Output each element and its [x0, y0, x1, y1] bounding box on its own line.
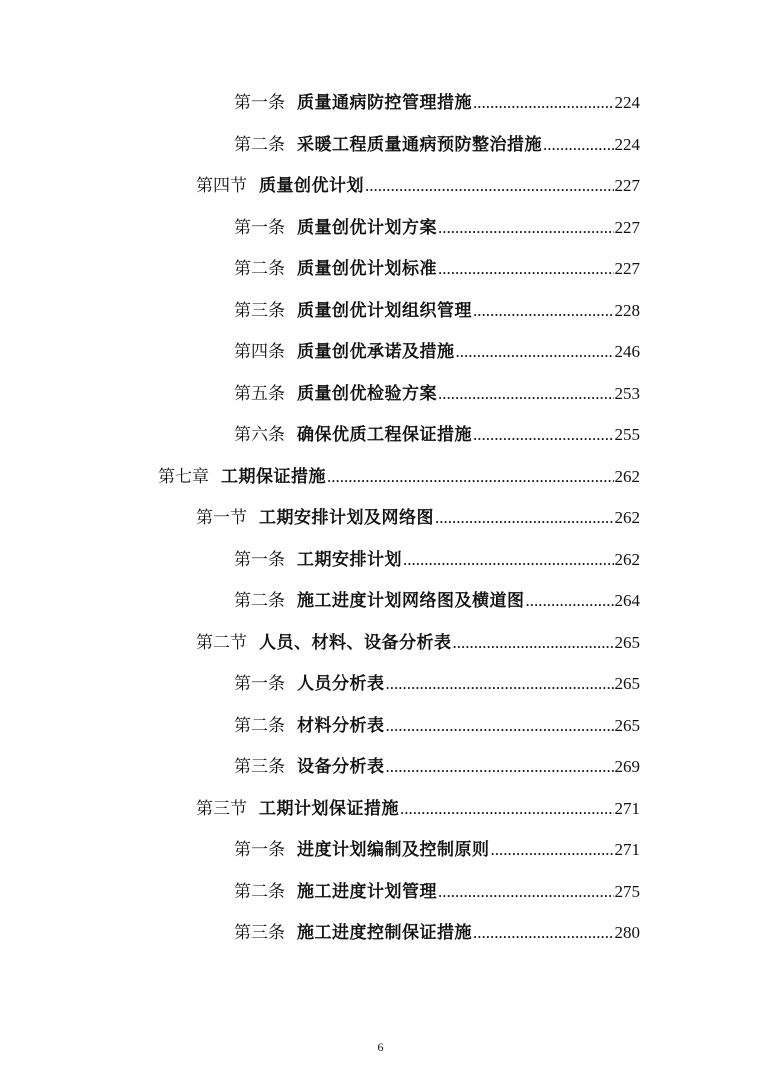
- toc-entry[interactable]: [234, 669, 640, 699]
- toc-entry[interactable]: [234, 420, 640, 450]
- toc-entry-number: 第三条: [234, 923, 285, 943]
- toc-dot-leader: [491, 835, 614, 865]
- toc-dot-leader: [435, 503, 614, 533]
- toc-entry-number: 第二条: [234, 135, 285, 155]
- toc-entry[interactable]: [234, 877, 640, 907]
- toc-entry[interactable]: [234, 337, 640, 367]
- toc-entry-number: 第一条: [234, 840, 285, 860]
- toc-entry-number: 第二条: [234, 591, 285, 611]
- toc-entry-number: 第四节: [196, 176, 247, 196]
- toc-entry-page: 265: [614, 674, 640, 693]
- toc-dot-leader: [400, 794, 614, 824]
- toc-entry-title: 质量创优计划方案: [297, 218, 437, 238]
- toc-entry-page: 227: [614, 259, 640, 278]
- toc-dot-leader: [438, 379, 614, 409]
- toc-entry-page: 262: [614, 508, 640, 527]
- toc-entry-number: 第二条: [234, 259, 285, 279]
- toc-entry-number: 第六条: [234, 425, 285, 445]
- toc-entry-title: 质量通病防控管理措施: [297, 93, 472, 113]
- page-number: 6: [377, 1040, 384, 1054]
- toc-entry-title: 人员分析表: [297, 674, 385, 694]
- toc-entry-page: 224: [614, 135, 640, 154]
- toc-entry-number: 第一条: [234, 93, 285, 113]
- toc-entry-page: 271: [614, 840, 640, 859]
- toc-entry-number: 第七章: [158, 467, 209, 487]
- toc-entry-page: 265: [614, 716, 640, 735]
- toc-dot-leader: [473, 918, 614, 948]
- toc-entry[interactable]: [234, 254, 640, 284]
- toc-entry-number: 第二节: [196, 633, 247, 653]
- toc-entry-number: 第五条: [234, 384, 285, 404]
- toc-dot-leader: [543, 130, 614, 160]
- toc-entry-number: 第二条: [234, 882, 285, 902]
- toc-entry-title: 施工进度计划管理: [297, 882, 437, 902]
- toc-entry-title: 工期计划保证措施: [259, 799, 399, 819]
- toc-entry[interactable]: [234, 545, 640, 575]
- toc-entry-number: 第三条: [234, 301, 285, 321]
- toc-entry-page: 253: [614, 384, 640, 403]
- toc-entry-number: 第一节: [196, 508, 247, 528]
- toc-entry-number: 第一条: [234, 550, 285, 570]
- toc-entry-title: 人员、材料、设备分析表: [259, 633, 452, 653]
- toc-entry-page: 265: [614, 633, 640, 652]
- toc-entry-number: 第四条: [234, 342, 285, 362]
- toc-entry[interactable]: [234, 296, 640, 326]
- toc-entry[interactable]: [234, 918, 640, 948]
- toc-dot-leader: [473, 88, 614, 118]
- toc-dot-leader: [473, 296, 614, 326]
- toc-entry-title: 确保优质工程保证措施: [297, 425, 472, 445]
- toc-entry[interactable]: [234, 752, 640, 782]
- toc-entry-page: 255: [614, 425, 640, 444]
- toc-dot-leader: [453, 628, 614, 658]
- toc-dot-leader: [327, 462, 614, 492]
- toc-entry-page: 228: [614, 301, 640, 320]
- toc-entry-page: 224: [614, 93, 640, 112]
- toc-dot-leader: [403, 545, 614, 575]
- toc-dot-leader: [386, 752, 614, 782]
- toc-entry-title: 施工进度计划网络图及横道图: [297, 591, 525, 611]
- toc-entry-title: 质量创优计划标准: [297, 259, 437, 279]
- toc-dot-leader: [473, 420, 614, 450]
- toc-entry-title: 设备分析表: [297, 757, 385, 777]
- toc-entry[interactable]: [158, 462, 640, 492]
- toc-dot-leader: [386, 669, 614, 699]
- toc-entry-number: 第三节: [196, 799, 247, 819]
- toc-entry-title: 质量创优承诺及措施: [297, 342, 455, 362]
- toc-entry-page: 262: [614, 550, 640, 569]
- toc-entry-page: 271: [614, 799, 640, 818]
- toc-dot-leader: [456, 337, 614, 367]
- toc-entry-number: 第一条: [234, 674, 285, 694]
- toc-dot-leader: [365, 171, 614, 201]
- toc-dot-leader: [438, 254, 614, 284]
- toc-entry-page: 275: [614, 882, 640, 901]
- toc-dot-leader: [526, 586, 614, 616]
- toc-entry[interactable]: [234, 586, 640, 616]
- toc-entry-page: 227: [614, 218, 640, 237]
- toc-entry-page: 264: [614, 591, 640, 610]
- toc-dot-leader: [438, 877, 614, 907]
- toc-dot-leader: [386, 711, 614, 741]
- toc-entry-page: 246: [614, 342, 640, 361]
- toc-dot-leader: [438, 213, 614, 243]
- toc-entry[interactable]: [234, 711, 640, 741]
- toc-entry-title: 施工进度控制保证措施: [297, 923, 472, 943]
- toc-entry-title: 质量创优计划组织管理: [297, 301, 472, 321]
- toc-entry-title: 工期安排计划: [297, 550, 402, 570]
- toc-entry-title: 材料分析表: [297, 716, 385, 736]
- toc-entry-page: 280: [614, 923, 640, 942]
- toc-entry-number: 第二条: [234, 716, 285, 736]
- toc-entry-page: 269: [614, 757, 640, 776]
- toc-entry[interactable]: [234, 88, 640, 118]
- toc-entry-title: 采暖工程质量通病预防整治措施: [297, 135, 542, 155]
- toc-entry-number: 第三条: [234, 757, 285, 777]
- toc-entry-title: 进度计划编制及控制原则: [297, 840, 490, 860]
- toc-entry[interactable]: [196, 794, 640, 824]
- toc-entry[interactable]: [234, 213, 640, 243]
- toc-entry[interactable]: [234, 130, 640, 160]
- toc-entry-title: 工期安排计划及网络图: [259, 508, 434, 528]
- toc-entry[interactable]: [234, 379, 640, 409]
- toc-entry[interactable]: [196, 503, 640, 533]
- toc-entry-page: 262: [614, 467, 640, 486]
- toc-entry-title: 工期保证措施: [221, 467, 326, 487]
- toc-entry-title: 质量创优检验方案: [297, 384, 437, 404]
- toc-entry-number: 第一条: [234, 218, 285, 238]
- toc-entry-page: 227: [614, 176, 640, 195]
- toc-entry[interactable]: [196, 171, 640, 201]
- toc-entry-title: 质量创优计划: [259, 176, 364, 196]
- toc-entry[interactable]: [234, 835, 640, 865]
- toc-entry[interactable]: [196, 628, 640, 658]
